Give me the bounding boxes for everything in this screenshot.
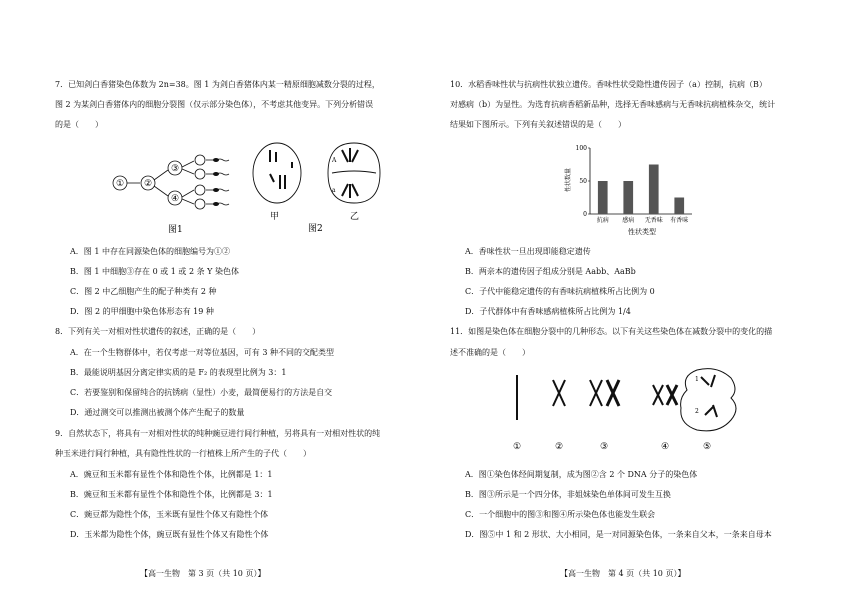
q8-stem: 8．下列有关一对相对性状遗传的叙述，正确的是（ ） xyxy=(55,327,261,336)
fig1-node-1: ① xyxy=(115,179,125,189)
chart-category-label: 无香味 xyxy=(644,217,663,224)
chart-y-tick-label: 100 xyxy=(575,145,587,152)
fig2-mark-A: A xyxy=(332,157,337,164)
q10-bar-chart xyxy=(560,140,700,240)
q11-label-3: ③ xyxy=(599,442,609,452)
q7-line3: 的是（ ） xyxy=(55,120,103,129)
q7-option-a: A．图 1 中存在同源染色体的细胞编号为①② xyxy=(70,247,230,256)
q9-option-d: D．玉米都为隐性个体，豌豆既有显性个体又有隐性个体 xyxy=(70,530,269,539)
q11-option-d: D．图⑤中 1 和 2 形状、大小相同，是一对同源染色体，一条来自父本，一条来自母本 xyxy=(465,530,772,539)
q10-line1: 10．水稻香味性状与抗病性状独立遗传。香味性状受隐性遗传因子（a）控制，抗病（B） xyxy=(450,80,767,89)
q10-line2: 对感病（b）为显性。为选育抗病香稻新品种，选择无香味感病与无香味抗病植株杂交，统计 xyxy=(450,100,776,109)
q11-label-2: ② xyxy=(554,442,564,452)
q7-figure xyxy=(110,140,430,240)
chart-bar xyxy=(649,165,659,215)
q8-option-c: C．若要鉴别和保留纯合的抗锈病（显性）小麦，最简便易行的方法是自交 xyxy=(70,388,333,397)
chart-category-label: 感病 xyxy=(622,217,635,224)
q10-line3: 结果如下图所示。下列有关叙述错误的是（ ） xyxy=(450,120,626,129)
q11-line2: 述不准确的是（ ） xyxy=(450,348,530,357)
chart-bar xyxy=(598,181,608,214)
q11-label-4: ④ xyxy=(660,442,670,452)
q8-option-a: A．在一个生物群体中，若仅考虑一对等位基因，可有 3 种不同的交配类型 xyxy=(70,348,334,357)
q10-option-a: A．香味性状一旦出现即能稳定遗传 xyxy=(465,247,591,256)
q7-option-d: D．图 2 的甲细胞中染色体形态有 19 种 xyxy=(70,307,214,316)
fig1-caption: 图1 xyxy=(168,225,183,235)
q9-line2: 种玉米进行间行种植，具有隐性性状的一行植株上所产生的子代（ ） xyxy=(55,449,311,458)
chart-bar xyxy=(674,198,684,215)
q7-line2: 图 2 为某剑白香猪体内的细胞分裂图（仅示部分染色体），不考虑其他变异。下列分析错误 xyxy=(55,100,374,109)
q7-option-b: B．图 1 中细胞③存在 0 或 1 或 2 条 Y 染色体 xyxy=(70,267,239,276)
q11-option-c: C．一个细胞中的图③和图④所示染色体也能发生联会 xyxy=(465,510,656,519)
q10-option-b: B．两亲本的遗传因子组成分别是 Aabb、AaBb xyxy=(465,267,636,276)
q9-line1: 9．自然状态下，将具有一对相对性状的纯种豌豆进行间行种植，另将具有一对相对性状的纯 xyxy=(55,429,381,438)
q11-option-a: A．图①染色体经间期复制，成为图②含 2 个 DNA 分子的染色体 xyxy=(465,470,698,479)
q10-option-d: D．子代群体中有香味感病植株所占比例为 1/4 xyxy=(465,307,631,316)
q11-option-b: B．图③所示是一个四分体，非姐妹染色单体间可发生互换 xyxy=(465,490,671,499)
q7-option-c: C．图 2 中乙细胞产生的配子种类有 2 种 xyxy=(70,287,217,296)
q9-option-b: B．豌豆和玉米都有显性个体和隐性个体，比例都是 3：1 xyxy=(70,490,273,499)
q11-line1: 11．如图是染色体在细胞分裂中的几种形态。以下有关这些染色体在减数分裂中的变化的描 xyxy=(450,327,773,336)
fig2-cell-jia xyxy=(253,143,301,203)
q8-option-b: B．最能说明基因分离定律实质的是 F₂ 的表现型比例为 3：1 xyxy=(70,368,287,377)
q7-line1: 7．已知剑白香猪染色体数为 2n=38。图 1 为剑白香猪体内某一精原细胞减数分裂的过程， xyxy=(55,80,380,89)
fig2-cell-yi xyxy=(328,143,380,203)
q8-option-d: D．通过测交可以推测出被测个体产生配子的数量 xyxy=(70,408,245,417)
chart-category-label: 有香味 xyxy=(670,217,689,224)
chart-bar xyxy=(623,181,633,214)
chart-x-axis-label: 性状类型 xyxy=(628,228,656,236)
q10-option-c: C．子代中能稳定遗传的有香味抗病植株所占比例为 0 xyxy=(465,287,655,296)
q9-option-c: C．豌豆都为隐性个体，玉米既有显性个体又有隐性个体 xyxy=(70,510,269,519)
fig1-node-3: ③ xyxy=(170,164,180,174)
chart-category-label: 抗病 xyxy=(596,217,609,224)
q11-label-5: ⑤ xyxy=(702,442,712,452)
footer-right: 【高一生物 第 4 页（共 10 页）】 xyxy=(560,569,686,578)
fig2-mark-a: a xyxy=(332,187,336,194)
footer-left: 【高一生物 第 3 页（共 10 页）】 xyxy=(140,569,266,578)
chart-y-tick-label: 50 xyxy=(579,178,587,185)
fig2-label-yi: 乙 xyxy=(350,212,360,222)
q11-label-1: ① xyxy=(512,442,522,452)
fig2-label-jia: 甲 xyxy=(270,212,280,222)
fig1-node-4: ④ xyxy=(170,194,180,204)
chart-y-tick-label: 0 xyxy=(583,211,587,218)
fig2-caption: 图2 xyxy=(308,224,323,234)
fig5-mark-1: 1 xyxy=(695,376,699,383)
fig1-node-2: ② xyxy=(143,179,153,189)
q9-option-a: A．豌豆和玉米都有显性个体和隐性个体，比例都是 1：1 xyxy=(70,470,273,479)
fig5-mark-2: 2 xyxy=(695,408,699,415)
q11-figure xyxy=(505,365,755,455)
chart-y-axis-label: 性状数量 xyxy=(565,167,572,193)
